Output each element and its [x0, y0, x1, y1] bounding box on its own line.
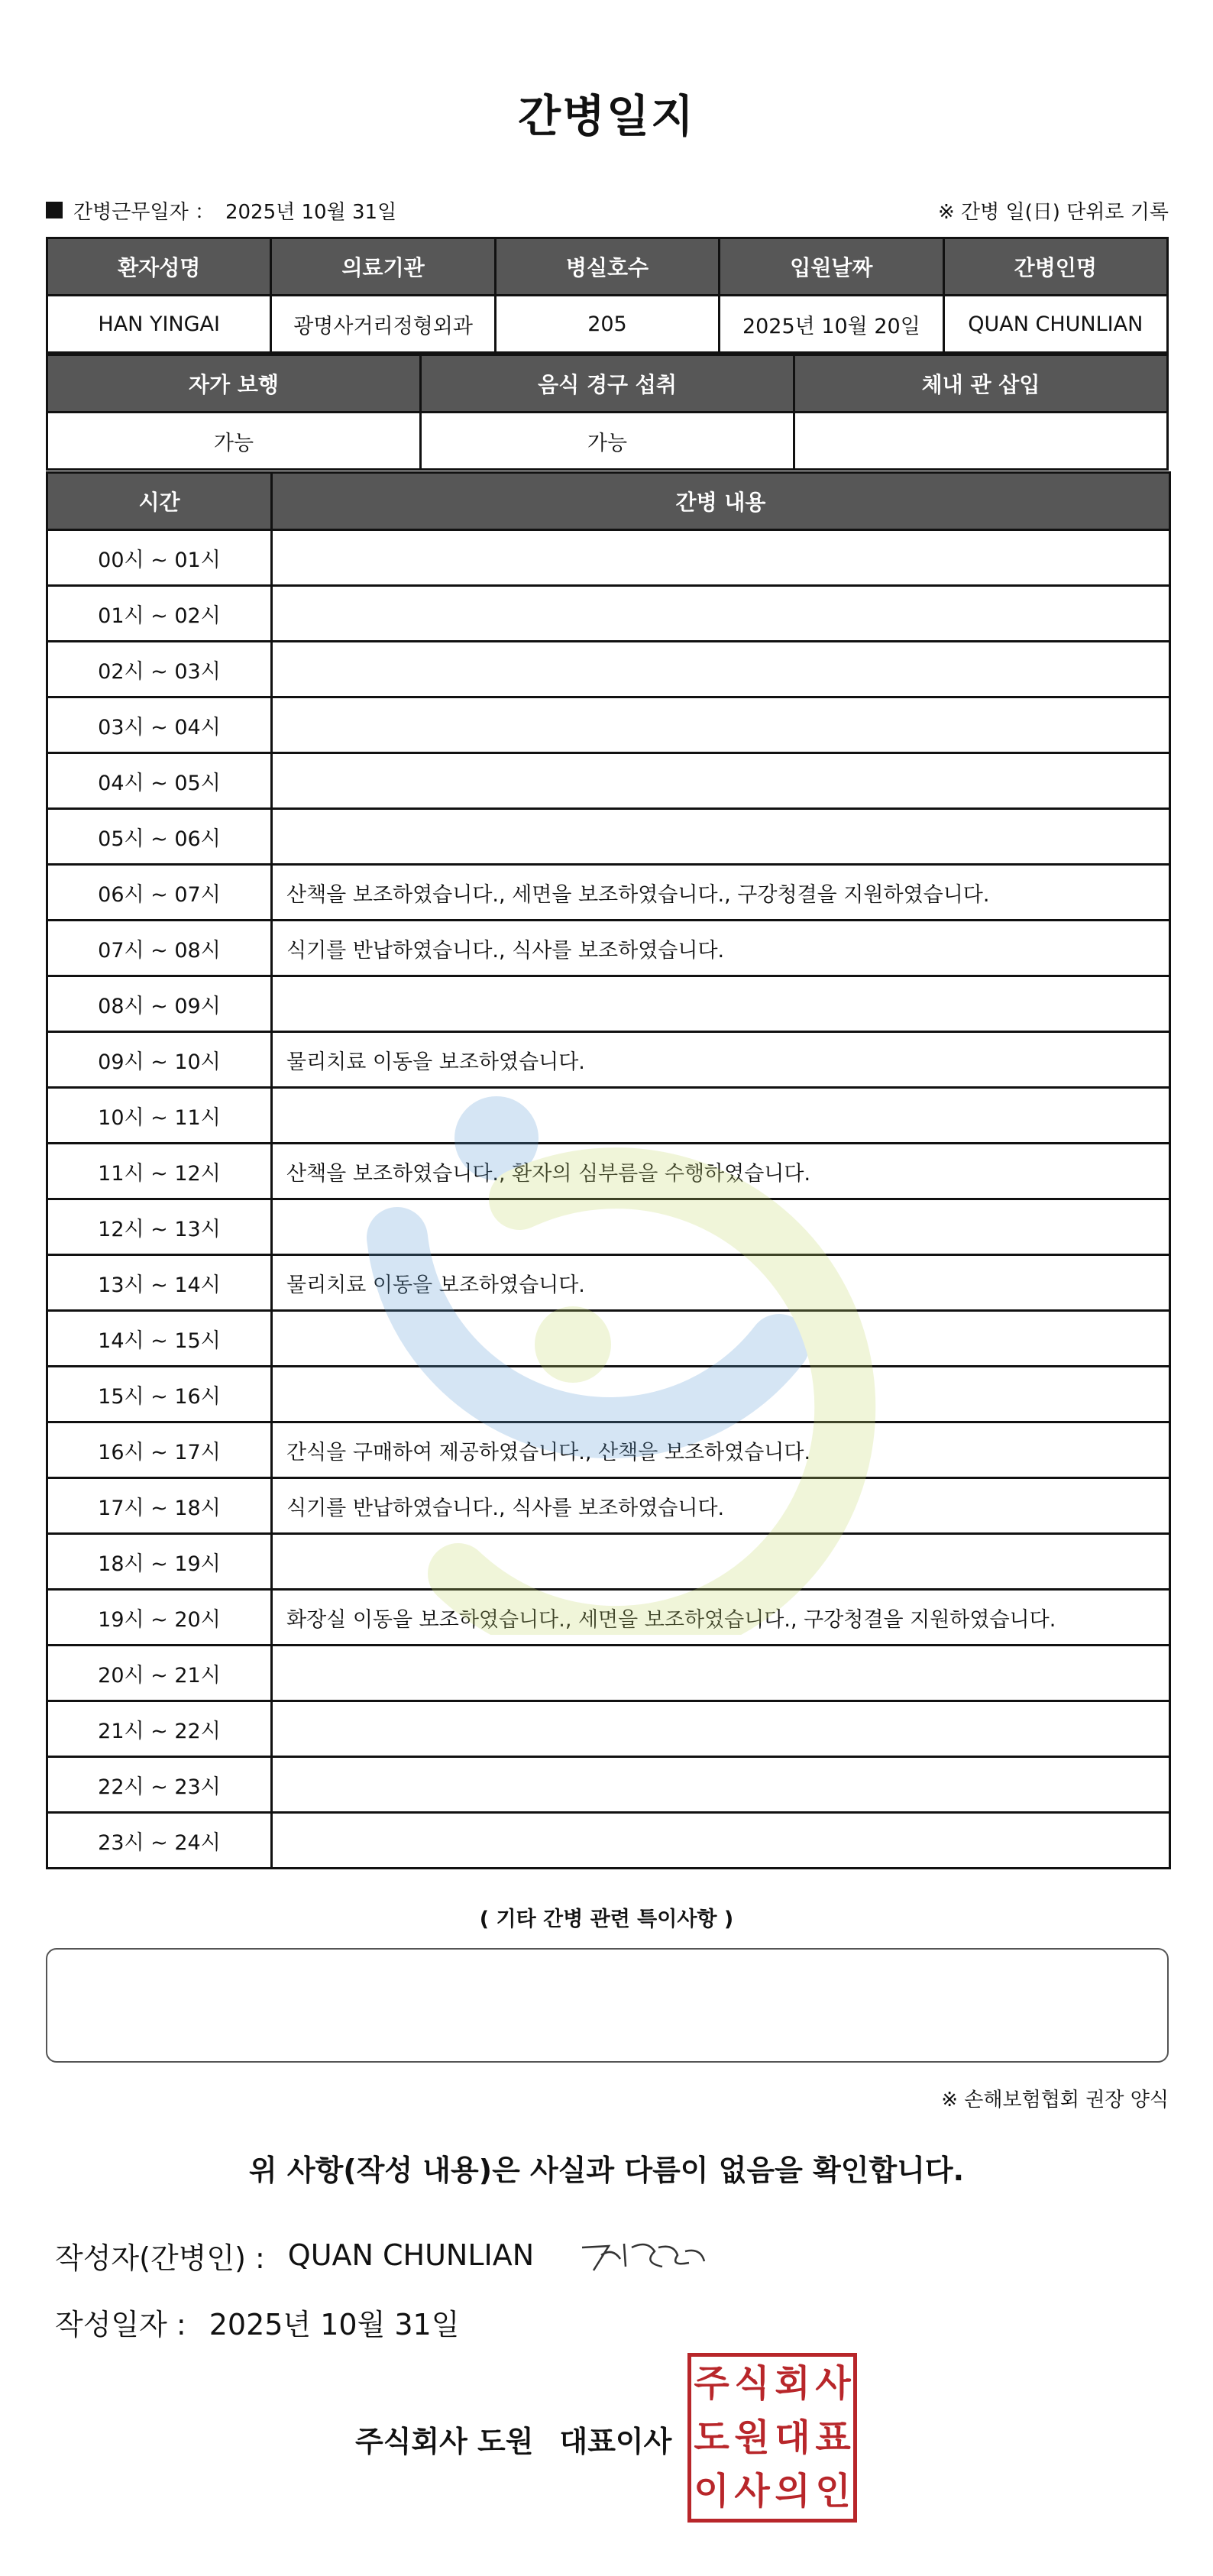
care-content-cell: 식기를 반납하였습니다., 식사를 보조하였습니다. [272, 921, 1170, 976]
time-cell: 04시 ~ 05시 [47, 753, 272, 809]
time-cell: 15시 ~ 16시 [47, 1367, 272, 1422]
time-cell: 14시 ~ 15시 [47, 1311, 272, 1367]
header-care-content: 간병 내용 [272, 473, 1170, 530]
tube-insertion-value [794, 413, 1168, 470]
care-content-cell: 화장실 이동을 보조하였습니다., 세면을 보조하였습니다., 구강청결을 지원하였습니다. [272, 1590, 1170, 1646]
seal-char: 도 [694, 2416, 729, 2459]
company-role: 대표이사 [559, 2425, 672, 2458]
care-log-table [46, 471, 1171, 1869]
table-row [47, 1757, 1170, 1813]
seal-char: 회 [775, 2362, 810, 2405]
patient-name: HAN YINGAI [47, 296, 271, 353]
header-room: 병실호수 [495, 238, 719, 296]
patient-info-table [46, 237, 1169, 354]
writer-name: QUAN CHUNLIAN [287, 2238, 535, 2272]
time-cell: 00시 ~ 01시 [47, 530, 272, 586]
care-log-rows [47, 530, 1170, 1869]
table-row [47, 1813, 1170, 1869]
write-date-row [55, 2301, 459, 2343]
time-cell: 11시 ~ 12시 [47, 1144, 272, 1199]
table-row [47, 1088, 1170, 1144]
care-content-cell [272, 1534, 1170, 1590]
seal-char: 사 [815, 2362, 851, 2405]
company-seal-stamp [687, 2353, 857, 2523]
time-cell: 01시 ~ 02시 [47, 586, 272, 642]
care-content-cell: 간식을 구매하여 제공하였습니다., 산책을 보조하였습니다. [272, 1422, 1170, 1478]
room-number: 205 [495, 296, 719, 353]
care-content-cell: 식기를 반납하였습니다., 식사를 보조하였습니다. [272, 1478, 1170, 1534]
seal-char: 주 [694, 2362, 729, 2405]
patient-status-table [46, 354, 1169, 471]
table-row [47, 642, 1170, 697]
write-date-label: 작성일자 : [55, 2308, 186, 2341]
remarks-title: ( 기타 간병 관련 특이사항 ) [479, 1908, 734, 1931]
writer-row [55, 2232, 708, 2278]
care-content-cell [272, 1813, 1170, 1869]
self-walking-value: 가능 [47, 413, 421, 470]
time-cell: 02시 ~ 03시 [47, 642, 272, 697]
handwritten-signature [578, 2232, 708, 2278]
care-content-cell [272, 1757, 1170, 1813]
table-row [47, 809, 1170, 865]
seal-char: 인 [815, 2470, 851, 2513]
header-tube-insertion: 체내 관 삽입 [794, 355, 1168, 413]
care-content-cell [272, 1311, 1170, 1367]
table-row [47, 697, 1170, 753]
table-row [47, 976, 1170, 1032]
seal-char: 이 [694, 2470, 729, 2513]
seal-char: 사 [734, 2470, 770, 2513]
time-cell: 23시 ~ 24시 [47, 1813, 272, 1869]
square-bullet-icon [46, 202, 63, 218]
care-content-cell [272, 1367, 1170, 1422]
header-caregiver: 간병인명 [943, 238, 1167, 296]
work-date [46, 196, 396, 225]
table-row [47, 865, 1170, 921]
table-row [47, 1367, 1170, 1422]
care-content-cell [272, 1701, 1170, 1757]
write-date-value: 2025년 10월 31일 [209, 2308, 460, 2341]
table-row [47, 1646, 1170, 1701]
table-row [47, 1255, 1170, 1311]
page-title: 간병일지 [517, 90, 696, 142]
time-cell: 10시 ~ 11시 [47, 1088, 272, 1144]
recommend-note: ※ 손해보험협회 권장 양식 [941, 2089, 1169, 2112]
company-name: 주식회사 도원 [355, 2425, 534, 2458]
confirm-statement: 위 사항(작성 내용)은 사실과 다름이 없음을 확인합니다. [248, 2154, 965, 2187]
admission-date: 2025년 10월 20일 [720, 296, 943, 353]
care-content-cell [272, 1646, 1170, 1701]
company-signoff [355, 2418, 671, 2460]
time-cell: 18시 ~ 19시 [47, 1534, 272, 1590]
time-cell: 19시 ~ 20시 [47, 1590, 272, 1646]
table-row [47, 586, 1170, 642]
table-row [47, 1534, 1170, 1590]
time-cell: 17시 ~ 18시 [47, 1478, 272, 1534]
care-content-cell [272, 1088, 1170, 1144]
care-content-cell: 산책을 보조하였습니다., 세면을 보조하였습니다., 구강청결을 지원하였습니다. [272, 865, 1170, 921]
table-row [47, 1144, 1170, 1199]
table-row [47, 1311, 1170, 1367]
remarks-box [46, 1948, 1169, 2063]
time-cell: 06시 ~ 07시 [47, 865, 272, 921]
time-cell: 03시 ~ 04시 [47, 697, 272, 753]
table-row [47, 1032, 1170, 1088]
care-content-cell [272, 1199, 1170, 1255]
time-cell: 13시 ~ 14시 [47, 1255, 272, 1311]
care-content-cell: 산책을 보조하였습니다., 환자의 심부름을 수행하였습니다. [272, 1144, 1170, 1199]
seal-char: 대 [775, 2416, 810, 2459]
daily-record-note: ※ 간병 일(日) 단위로 기록 [937, 200, 1169, 224]
time-cell: 07시 ~ 08시 [47, 921, 272, 976]
hospital: 광명사거리정형외과 [271, 296, 495, 353]
table-row [47, 1478, 1170, 1534]
time-cell: 12시 ~ 13시 [47, 1199, 272, 1255]
care-content-cell [272, 697, 1170, 753]
care-content-cell [272, 753, 1170, 809]
seal-char: 식 [734, 2362, 770, 2405]
meta-row [46, 191, 1169, 229]
time-cell: 22시 ~ 23시 [47, 1757, 272, 1813]
header-time: 시간 [47, 473, 272, 530]
header-admission-date: 입원날짜 [720, 238, 943, 296]
time-cell: 16시 ~ 17시 [47, 1422, 272, 1478]
table-row [47, 530, 1170, 586]
table-row [47, 921, 1170, 976]
header-hospital: 의료기관 [271, 238, 495, 296]
time-cell: 20시 ~ 21시 [47, 1646, 272, 1701]
table-row [47, 1422, 1170, 1478]
care-content-cell [272, 809, 1170, 865]
seal-char: 의 [775, 2470, 810, 2513]
time-cell: 08시 ~ 09시 [47, 976, 272, 1032]
time-cell: 21시 ~ 22시 [47, 1701, 272, 1757]
table-row [47, 753, 1170, 809]
time-cell: 05시 ~ 06시 [47, 809, 272, 865]
care-content-cell: 물리치료 이동을 보조하였습니다. [272, 1032, 1170, 1088]
care-content-cell: 물리치료 이동을 보조하였습니다. [272, 1255, 1170, 1311]
work-date-label: 간병근무일자 ： [73, 200, 215, 224]
seal-char: 원 [734, 2416, 770, 2459]
writer-label: 작성자(간병인) : [55, 2241, 265, 2275]
time-cell: 09시 ~ 10시 [47, 1032, 272, 1088]
care-content-cell [272, 642, 1170, 697]
seal-char: 표 [815, 2416, 851, 2459]
work-date-value: 2025년 10월 31일 [225, 200, 397, 224]
table-row [47, 1701, 1170, 1757]
care-content-cell [272, 586, 1170, 642]
oral-intake-value: 가능 [421, 413, 794, 470]
header-self-walking: 자가 보행 [47, 355, 421, 413]
header-oral-intake: 음식 경구 섭취 [421, 355, 794, 413]
table-row [47, 1199, 1170, 1255]
care-content-cell [272, 976, 1170, 1032]
header-patient-name: 환자성명 [47, 238, 271, 296]
caregiver-name: QUAN CHUNLIAN [943, 296, 1167, 353]
table-row [47, 1590, 1170, 1646]
care-content-cell [272, 530, 1170, 586]
